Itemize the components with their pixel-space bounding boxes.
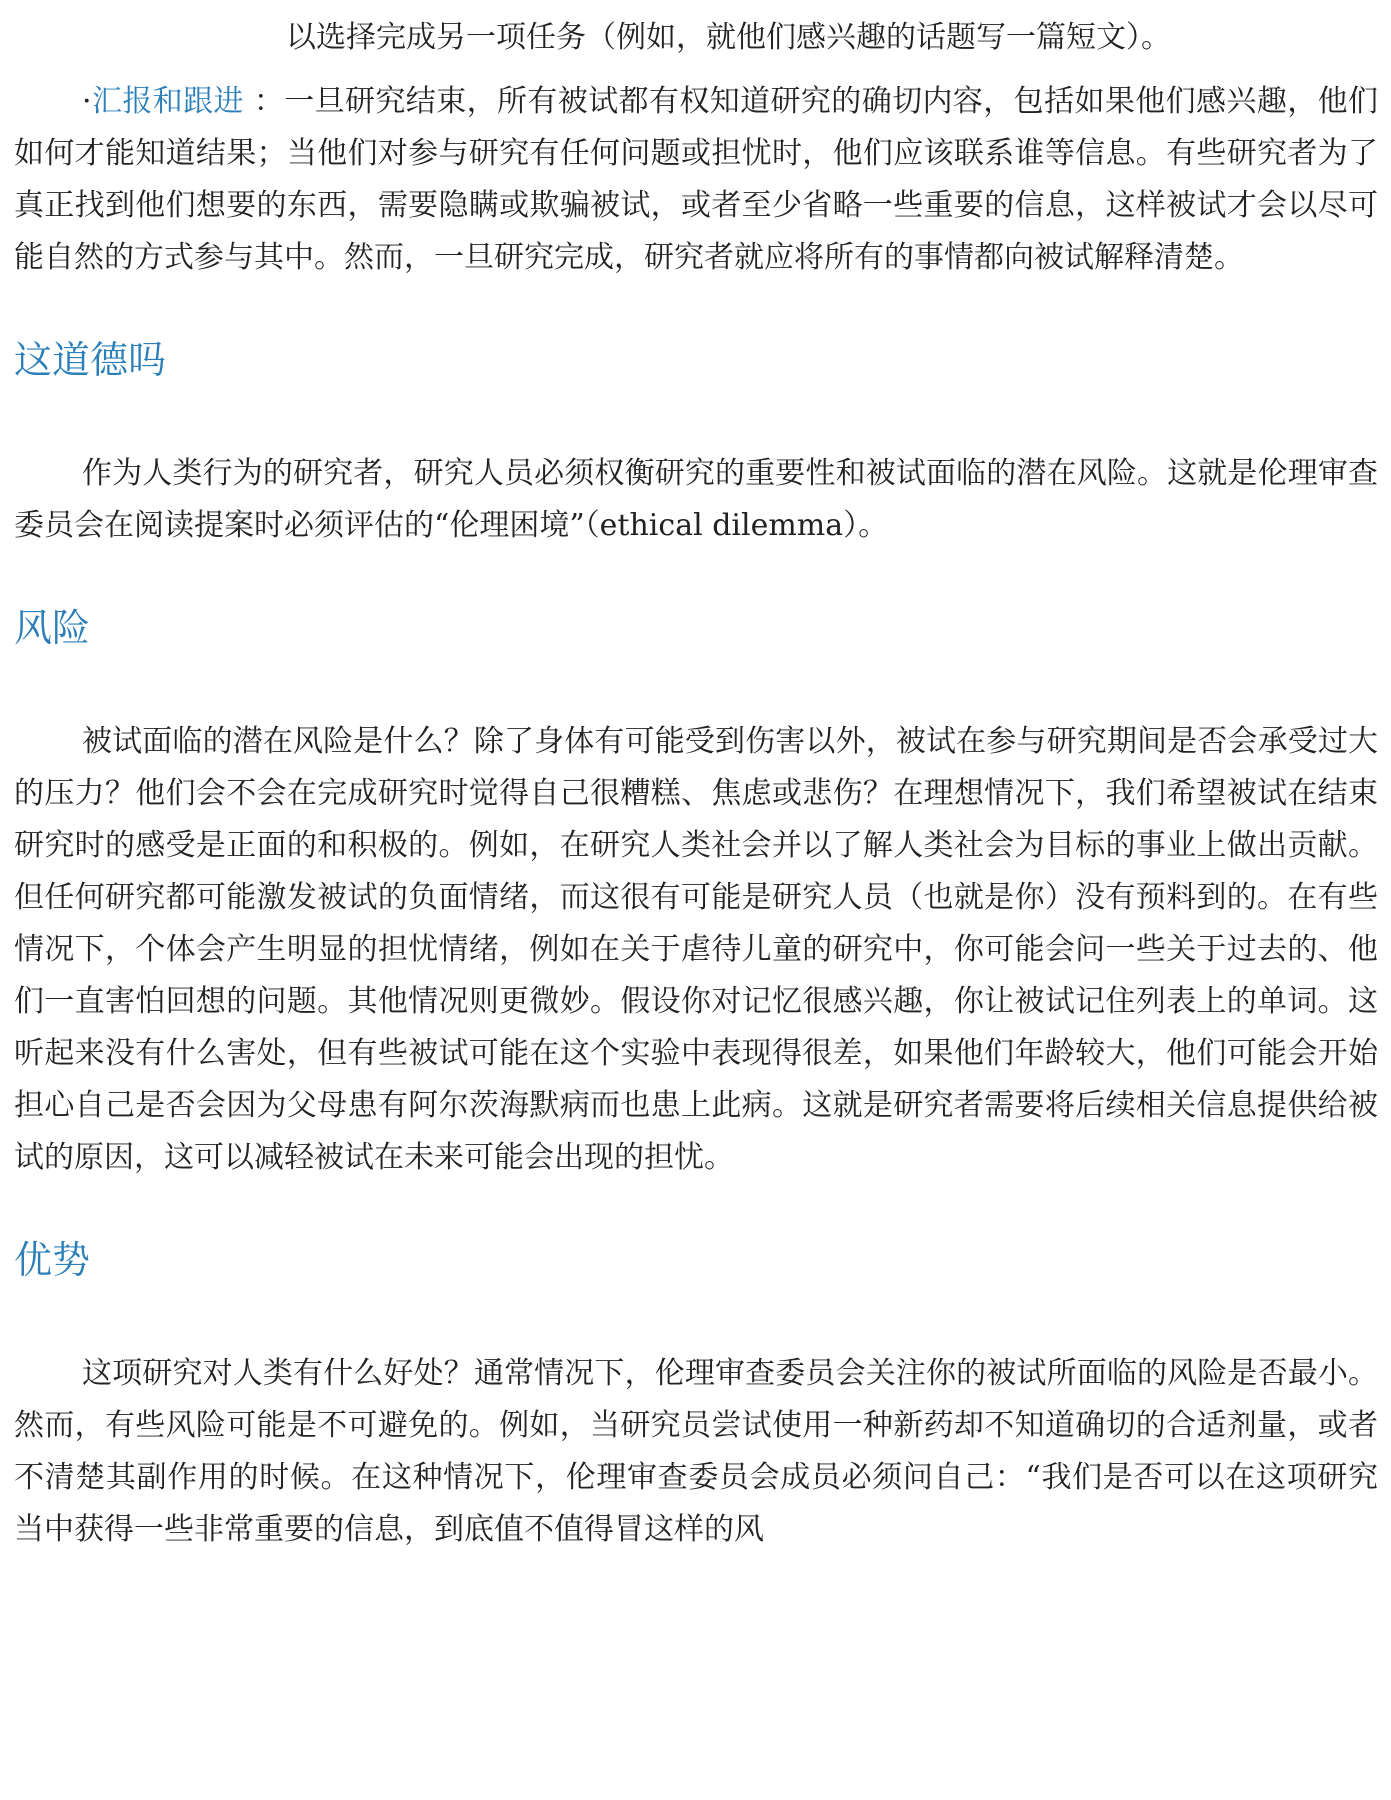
bullet-separator: ：	[243, 84, 285, 119]
bullet-text: 一旦研究结束，所有被试都有权知道研究的确切内容，包括如果他们感兴趣，他们如何才能知道结果；当他们对参与研究有任何问题或担忧时，他们应该联系谁等信息。有些研究者为了真正找到他们想要的东西，需要隐瞒或欺骗被试，或者至少省略一些重要的信息，这样被试才会以尽可能自然的方式参与其中。然而，一旦研究完成，研究者就应将所有的事情都向被试解释清楚。	[14, 84, 1378, 275]
section-body-ethics: 作为人类行为的研究者，研究人员必须权衡研究的重要性和被试面临的潜在风险。这就是伦理审查委员会在阅读提案时必须评估的“伦理困境”（ethical dilemma）。	[14, 456, 1378, 543]
continued-text-line: 以选择完成另一项任务（例如，就他们感兴趣的话题写一篇短文）。	[286, 20, 1171, 55]
bullet-term: 汇报和跟进	[91, 84, 244, 119]
section-heading-ethics: 这道德吗	[14, 338, 167, 382]
bullet-marker: ·	[82, 84, 92, 119]
bullet-paragraph	[14, 76, 1378, 284]
document-page	[14, 0, 1378, 1556]
section-heading-risks: 风险	[14, 606, 91, 650]
section-body-risks: 被试面临的潜在风险是什么？除了身体有可能受到伤害以外，被试在参与研究期间是否会承受过大的压力？他们会不会在完成研究时觉得自己很糟糕、焦虑或悲伤？在理想情况下，我们希望被试在结束研究时的感受是正面的和积极的。例如，在研究人类社会并以了解人类社会为目标的事业上做出贡献。但任何研究都可能激发被试的负面情绪，而这很有可能是研究人员（也就是你）没有预料到的。在有些情况下，个体会产生明显的担忧情绪，例如在关于虐待儿童的研究中，你可能会问一些关于过去的、他们一直害怕回想的问题。其他情况则更微妙。假设你对记忆很感兴趣，你让被试记住列表上的单词。这听起来没有什么害处，但有些被试可能在这个实验中表现得很差，如果他们年龄较大，他们可能会开始担心自己是否会因为父母患有阿尔茨海默病而也患上此病。这就是研究者需要将后续相关信息提供给被试的原因，这可以减轻被试在未来可能会出现的担忧。	[14, 724, 1378, 1175]
section-heading-benefits: 优势	[14, 1238, 91, 1282]
section-body-benefits: 这项研究对人类有什么好处？通常情况下，伦理审查委员会关注你的被试所面临的风险是否最小。然而，有些风险可能是不可避免的。例如，当研究员尝试使用一种新药却不知道确切的合适剂量，或者不清楚其副作用的时候。在这种情况下，伦理审查委员会成员必须问自己：“我们是否可以在这项研究当中获得一些非常重要的信息，到底值不值得冒这样的风	[14, 1356, 1378, 1547]
